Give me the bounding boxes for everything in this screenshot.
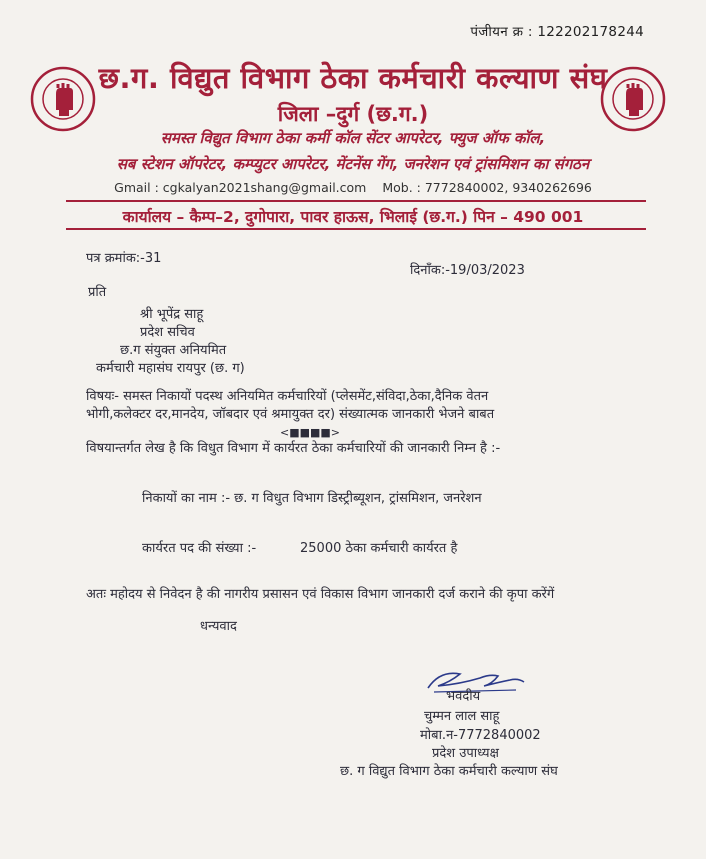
recipient-line: छ.ग संयुक्त अनियमित (120, 343, 227, 358)
subtitle-line-2: सब स्टेशन ऑपरेटर, कम्प्युटर आपरेटर, मेंटनेंस गेंग, जनरेशन एवं ट्रांसमिशन का संगठन (116, 155, 590, 173)
reference-number: पत्र क्रमांक:-31 (86, 251, 162, 266)
subject-line: विषयः- समस्त निकायों पदस्थ अनियमित कर्मचारियों (प्लेसमेंट,संविदा,ठेका,दैनिक वेतन (86, 389, 489, 404)
subject-divider: <■■■■> (280, 426, 341, 439)
recipient-line: प्रदेश सचिव (140, 325, 195, 340)
post-count-value: 25000 ठेका कर्मचारी कार्यरत है (300, 541, 458, 556)
subtitle-line-1: समस्त विद्युत विभाग ठेका कर्मी कॉल सेंटर आपरेटर, फ्युज ऑफ कॉल, (160, 129, 546, 147)
intro-paragraph: विषयान्तर्गत लेख है कि विधुत विभाग में कार्यरत ठेका कर्मचारियों की जानकारी निम्न है :- (86, 441, 501, 456)
contact-line (0, 180, 706, 195)
recipient-line: श्री भूपेंद्र साहू (140, 307, 204, 322)
body-name-line: निकायों का नाम :- छ. ग विधुत विभाग डिस्ट्रीब्यूशन, ट्रांसमिशन, जनरेशन (142, 491, 482, 506)
header-rule-bottom (66, 228, 646, 230)
header-rule-top (66, 200, 646, 202)
organization-name: छ.ग. विद्युत विभाग ठेका कर्मचारी कल्याण संघ (98, 61, 608, 95)
signatory-name: चुम्मन लाल साहू (424, 709, 500, 724)
recipient-line: कर्मचारी महासंघ रायपुर (छ. ग) (96, 361, 245, 376)
letter-date: दिनाँक:-19/03/2023 (410, 263, 525, 278)
post-count-label: कार्यरत पद की संख्या :- (142, 541, 257, 556)
signatory-mobile: मोबा.न-7772840002 (420, 728, 541, 743)
signatory-post: प्रदेश उपाध्यक्ष (432, 746, 499, 761)
registration-number: पंजीयन क्र : 122202178244 (470, 24, 644, 40)
subject-line: भोगी,कलेक्टर दर,मानदेय, जॉबदार एवं श्रमायुक्त दर) संख्यात्मक जानकारी भेजने बाबत (86, 407, 495, 422)
mobile-text: Mob. : 7772840002, 9340262696 (382, 180, 592, 195)
request-paragraph: अतः महोदय से निवेदन है की नागरीय प्रसासन एवं विकास विभाग जानकारी दर्ज कराने की कृपा करेंगें (86, 587, 555, 602)
to-label: प्रति (88, 285, 107, 300)
office-address: कार्यालय – कैम्प–2, दुगोपारा, पावर हाऊस, भिलाई (छ.ग.) पिन – 490 001 (122, 208, 584, 226)
closing-text: भवदीय (446, 689, 481, 704)
thanks-text: धन्यवाद (200, 619, 237, 634)
signatory-organization: छ. ग विद्युत विभाग ठेका कर्मचारी कल्याण संघ (340, 764, 558, 779)
district-line: जिला –दुर्ग (छ.ग.) (277, 102, 429, 126)
email-text: Gmail : cgkalyan2021shang@gmail.com (114, 180, 367, 195)
